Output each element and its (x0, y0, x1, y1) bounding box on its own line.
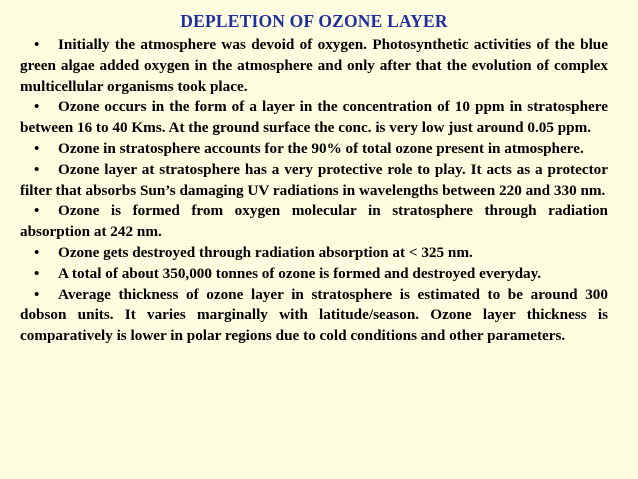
list-item-text: Ozone gets destroyed through radiation absorption at < 325 nm. (58, 243, 473, 261)
bullet-icon: • (34, 98, 40, 116)
bullet-icon: • (34, 139, 40, 157)
list-item (20, 160, 608, 202)
list-item (20, 285, 608, 347)
bullet-icon: • (34, 202, 40, 220)
bullet-icon: • (34, 243, 40, 261)
list-item-text: Initially the atmosphere was devoid of oxygen. Photosynthetic activities of the blue green algae added oxygen in the atmosphere and only after that the evolution of complex multicellular organisms took place. (20, 36, 608, 95)
list-item (20, 243, 608, 264)
list-item (20, 35, 608, 97)
slide-title: DEPLETION OF OZONE LAYER (180, 11, 448, 31)
list-item (20, 139, 608, 160)
list-item (20, 201, 608, 243)
list-item-text: Average thickness of ozone layer in stratosphere is estimated to be around 300 dobson units. It varies marginally with latitude/season. Ozone layer thickness is comparatively is lower in polar regions due to cold conditions and other parameters. (20, 285, 608, 345)
list-item-text: Ozone layer at stratosphere has a very protective role to play. It acts as a protector filter that absorbs Sun’s damaging UV radiations in wavelengths between 220 and 330 nm. (20, 160, 608, 199)
list-item-text: Ozone occurs in the form of a layer in the concentration of 10 ppm in stratosphere between 16 to 40 Kms. At the ground surface the conc. is very low just around 0.05 ppm. (20, 98, 608, 137)
bullet-icon: • (34, 285, 40, 303)
list-item-text: Ozone is formed from oxygen molecular in stratosphere through radiation absorption at 242 nm. (20, 202, 608, 241)
bullet-icon: • (34, 264, 40, 282)
list-item (20, 97, 608, 139)
bullet-list (20, 35, 608, 347)
list-item-text: Ozone in stratosphere accounts for the 90% of total ozone present in atmosphere. (58, 139, 584, 157)
bullet-icon: • (34, 160, 40, 178)
list-item-text: A total of about 350,000 tonnes of ozone is formed and destroyed everyday. (58, 264, 542, 282)
list-item (20, 264, 608, 285)
bullet-icon: • (34, 36, 40, 53)
